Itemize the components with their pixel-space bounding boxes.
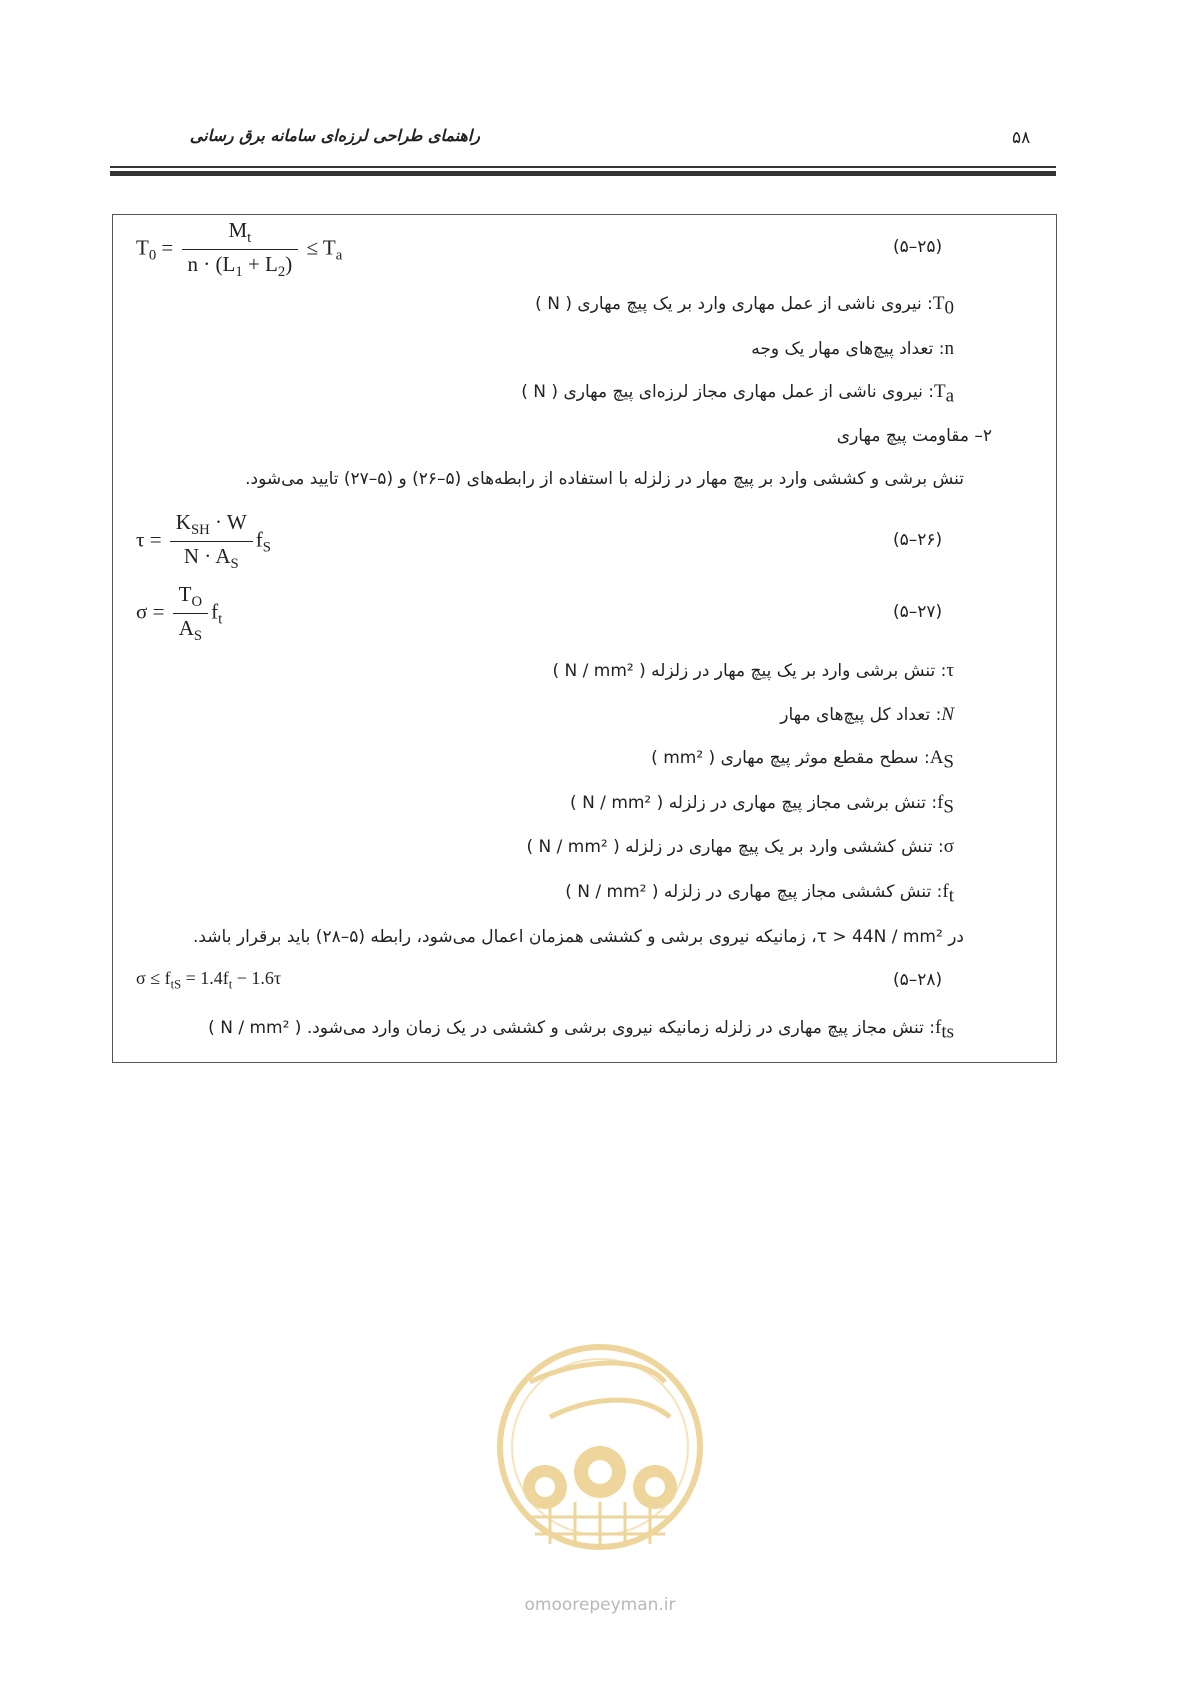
- equation-25: $T_0$ = $\frac{M_t}{n \cdot (L_1 + L_2)}$ ≤ $T_a$: [136, 218, 343, 281]
- definition-n: n: تعداد پیچ‌های مهار یک وجه: [751, 338, 954, 359]
- definition-As: $A_S$: سطح مقطع موثر پیچ مهاری ( mm² ): [651, 747, 954, 773]
- condition-text: در τ > 44N / mm²، زمانیکه نیروی برشی و کششی همزمان اعمال می‌شود، رابطه (۵–۲۸) باید برقرار باشد.: [192, 927, 964, 947]
- fraction-25: $\frac{M_t}{n \cdot (L_1 + L_2)}$: [182, 218, 299, 281]
- equation-number-25: (۲۵–۵): [893, 237, 943, 257]
- equation-28: $\sigma \le f_{tS} = 1.4f_t - 1.6\tau$: [136, 968, 282, 992]
- equation-27: σ = $\frac{T_O}{A_S}$ $f_t$: [136, 582, 223, 645]
- fraction-26: $\frac{K_{SH} \cdot W}{N \cdot A_S}$: [170, 510, 253, 573]
- page-number: ۵۸: [1012, 128, 1031, 148]
- equation-number-28: (۲۸–۵): [893, 970, 943, 990]
- equation-26: τ = $\frac{K_{SH} \cdot W}{N \cdot A_S}$ $f_S$: [136, 510, 271, 573]
- definition-T0: $T_0$: نیروی ناشی از عمل مهاری وارد بر یک پیچ مهاری ( N ): [535, 293, 954, 319]
- watermark-logo: [490, 1322, 710, 1572]
- header-rule-thick: [110, 171, 1056, 176]
- section-intro: تنش برشی و کششی وارد بر پیچ مهار در زلزله با استفاده از رابطه‌های (۵–۲۶) و (۵–۲۷) تایید می‌شود.: [245, 469, 964, 489]
- definition-tau: τ: تنش برشی وارد بر یک پیچ مهار در زلزله ( N / mm² ): [552, 660, 954, 681]
- definition-Ta: $T_a$: نیروی ناشی از عمل مهاری مجاز لرزه‌ای پیچ مهاری ( N ): [521, 381, 954, 407]
- definition-sigma: σ: تنش کششی وارد بر یک پیچ مهاری در زلزله ( N / mm² ): [526, 836, 954, 857]
- running-title: راهنمای طراحی لرزه‌ای سامانه برق رسانی: [189, 126, 480, 145]
- header-rule-thin: [110, 166, 1056, 168]
- definition-N: N: تعداد کل پیچ‌های مهار: [780, 704, 954, 725]
- definition-ft: $f_t$: تنش کششی مجاز پیچ مهاری در زلزله ( N / mm² ): [565, 881, 954, 907]
- definition-fts: $f_{ts}$: تنش مجاز پیچ مهاری در زلزله زمانیکه نیروی برشی و کششی در یک زمان وارد می‌شود. ( N / mm² ): [208, 1017, 954, 1043]
- watermark-site: omoorepeyman.ir: [524, 1595, 676, 1615]
- fraction-27: $\frac{T_O}{A_S}$: [173, 582, 208, 645]
- section-heading: ۲– مقاومت پیچ مهاری: [836, 426, 992, 446]
- equation-number-26: (۲۶–۵): [893, 530, 943, 550]
- equation-number-27: (۲۷–۵): [893, 602, 943, 622]
- definition-fs: $f_S$: تنش برشی مجاز پیچ مهاری در زلزله ( N / mm² ): [570, 792, 954, 818]
